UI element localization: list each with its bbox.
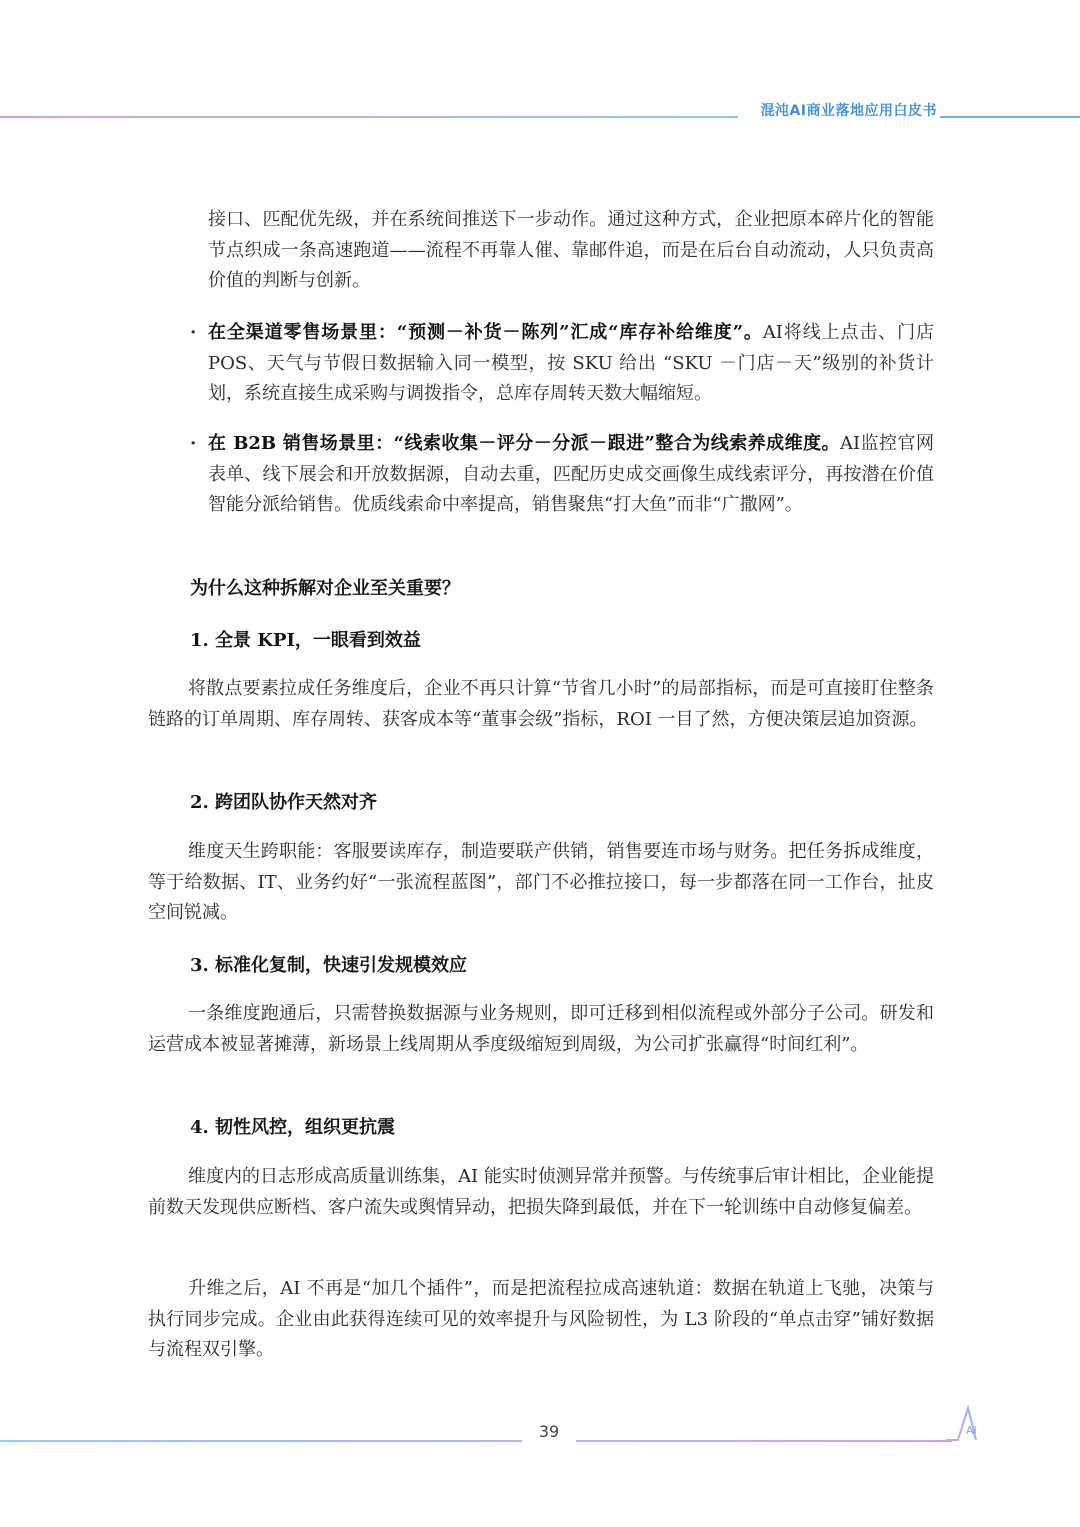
ai-logo-text: AI (966, 1424, 977, 1437)
bullet-text (208, 318, 934, 410)
closing-paragraph: 升维之后，AI 不再是“加几个插件”，而是把流程拉成高速轨道：数据在轨道上飞驰，决策与执行同步完成。企业由此获得连续可见的效率提升与风险韧性，为 L3 阶段的“单点击穿”铺好数据与流程双引擎。 (148, 1278, 934, 1360)
bullet-dot: · (190, 322, 197, 343)
page-number: 39 (538, 1422, 560, 1441)
header-rule-left (0, 116, 738, 118)
footer-rule-right (576, 1440, 952, 1442)
bullet-dot: · (190, 433, 197, 454)
intro-paragraph: 接口、匹配优先级，并在系统间推送下一步动作。通过这种方式，企业把原本碎片化的智能节点织成一条高速跑道——流程不再靠人催、靠邮件追，而是在后台自动流动，人只负责高价值的判断与创新。 (208, 209, 934, 291)
bullet-item-retail (190, 318, 934, 410)
header-title: 混沌AI商业落地应用白皮书 (760, 103, 937, 119)
section-body-2: 维度天生跨职能：客服要读库存，制造要联产供销，销售要连市场与财务。把任务拆成维度，等于给数据、IT、业务约好“一张流程蓝图”，部门不必推拉接口，每一步都落在同一工作台，扯皮空间锐减。 (148, 841, 934, 923)
bullet-lead: 在全渠道零售场景里：“预测－补货－陈列”汇成“库存补给维度”。 (208, 322, 763, 343)
section-body-1: 将散点要素拉成任务维度后，企业不再只计算“节省几小时”的局部指标，而是可直接盯住整条链路的订单周期、库存周转、获客成本等“董事会级”指标，ROI 一目了然，方便决策层追加资源。 (148, 678, 934, 730)
question-heading: 为什么这种拆解对企业至关重要？ (190, 578, 460, 599)
section-body-4: 维度内的日志形成高质量训练集，AI 能实时侦测异常并预警。与传统事后审计相比，企业能提前数天发现供应断档、客户流失或舆情异动，把损失降到最低，并在下一轮训练中自动修复偏差。 (148, 1166, 934, 1218)
section-body-3: 一条维度跑通后，只需替换数据源与业务规则，即可迁移到相似流程或外部分子公司。研发和运营成本被显著摊薄，新场景上线周期从季度级缩短到周级，为公司扩张赢得“时间红利”。 (148, 1003, 934, 1055)
header-rule-right (940, 116, 1080, 118)
section-heading-3: 3. 标准化复制，快速引发规模效应 (190, 955, 468, 976)
bullet-lead: 在 B2B 销售场景里：“线索收集－评分－分派－跟进”整合为线索养成维度。 (208, 433, 841, 454)
section-heading-4: 4. 韧性风控，组织更抗震 (190, 1117, 396, 1138)
bullet-text (208, 429, 934, 521)
bullet-body: AI将线上点击、门店 POS、天气与节假日数据输入同一模型，按 SKU 给出 “SKU －门店－天”级别的补货计划，系统直接生成采购与调拨指令，总库存周转天数大幅缩短。 (208, 322, 934, 404)
bullet-item-b2b (190, 429, 934, 521)
bullet-body: AI监控官网表单、线下展会和开放数据源，自动去重，匹配历史成交画像生成线索评分，再按潜在价值智能分派给销售。优质线索命中率提高，销售聚焦“打大鱼”而非“广撒网”。 (208, 433, 934, 515)
section-heading-1: 1. 全景 KPI，一眼看到效益 (190, 630, 421, 651)
ai-logo-icon (946, 1404, 1080, 1444)
footer-rule-left (0, 1440, 522, 1442)
section-heading-2: 2. 跨团队协作天然对齐 (190, 792, 378, 813)
